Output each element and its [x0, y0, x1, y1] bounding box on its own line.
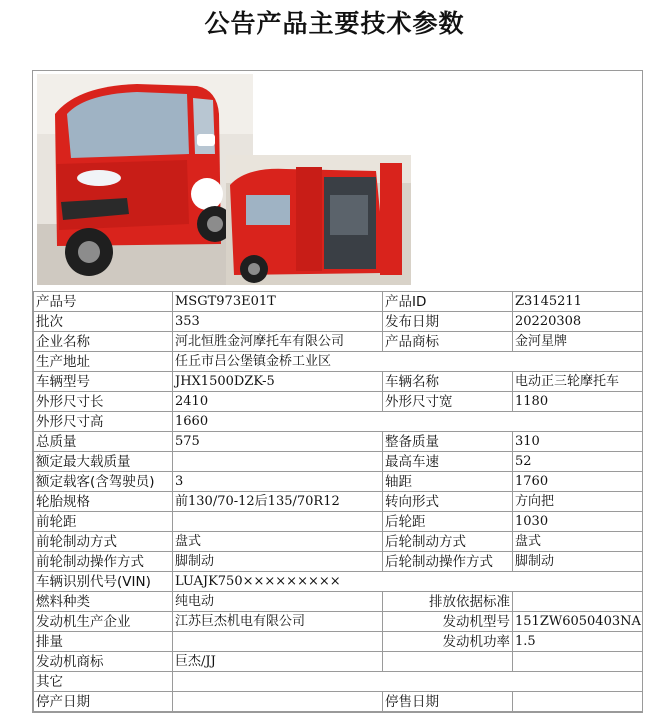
- label-gross-mass: 总质量: [34, 432, 173, 452]
- value-rear-brake: 盘式: [513, 532, 643, 552]
- table-row: [34, 532, 643, 552]
- label-front-brake: 前轮制动方式: [34, 532, 173, 552]
- label-displacement: 排量: [34, 632, 173, 652]
- label-wheelbase: 轴距: [383, 472, 513, 492]
- table-row: [34, 472, 643, 492]
- value-vehicle-name: 电动正三轮摩托车: [513, 372, 643, 392]
- value-displacement: [173, 632, 383, 652]
- value-tire-spec: 前130/70-12后135/70R12: [173, 492, 383, 512]
- value-batch: 353: [173, 312, 383, 332]
- table-row: [34, 332, 643, 352]
- value-gross-mass: 575: [173, 432, 383, 452]
- value-stop-production-date: [173, 692, 383, 712]
- label-address: 生产地址: [34, 352, 173, 372]
- label-product-no: 产品号: [34, 292, 173, 312]
- table-row: [34, 572, 643, 592]
- value-height: 1660: [173, 412, 643, 432]
- label-curb-mass: 整备质量: [383, 432, 513, 452]
- table-row: [34, 552, 643, 572]
- value-other: [173, 672, 643, 692]
- label-steering: 转向形式: [383, 492, 513, 512]
- value-engine-model: 151ZW6050403NA: [513, 612, 643, 632]
- value-rear-track: 1030: [513, 512, 643, 532]
- value-company: 河北恒胜金河摩托车有限公司: [173, 332, 383, 352]
- value-steering: 方向把: [513, 492, 643, 512]
- label-release-date: 发布日期: [383, 312, 513, 332]
- table-row: [34, 312, 643, 332]
- value-width: 1180: [513, 392, 643, 412]
- label-width: 外形尺寸宽: [383, 392, 513, 412]
- label-max-speed: 最高车速: [383, 452, 513, 472]
- table-row: [34, 292, 643, 312]
- label-tire-spec: 轮胎规格: [34, 492, 173, 512]
- label-passengers: 额定载客(含驾驶员): [34, 472, 173, 492]
- label-product-id: 产品ID: [383, 292, 513, 312]
- value-length: 2410: [173, 392, 383, 412]
- value-front-brake: 盘式: [173, 532, 383, 552]
- table-row: [34, 592, 643, 612]
- label-vehicle-model: 车辆型号: [34, 372, 173, 392]
- value-wheelbase: 1760: [513, 472, 643, 492]
- label-rear-track: 后轮距: [383, 512, 513, 532]
- label-stop-sale-date: 停售日期: [383, 692, 513, 712]
- table-row: [34, 432, 643, 452]
- value-rear-brake-op: 脚制动: [513, 552, 643, 572]
- label-emission-std: 排放依据标准: [383, 592, 513, 612]
- value-curb-mass: 310: [513, 432, 643, 452]
- table-row: [34, 652, 643, 672]
- table-row: [34, 612, 643, 632]
- value-release-date: 20220308: [513, 312, 643, 332]
- table-row: [34, 492, 643, 512]
- table-row: [34, 412, 643, 432]
- label-front-track: 前轮距: [34, 512, 173, 532]
- table-row: [34, 372, 643, 392]
- label-brand: 产品商标: [383, 332, 513, 352]
- spec-table: [33, 291, 643, 712]
- label-engine-maker: 发动机生产企业: [34, 612, 173, 632]
- page-title: 公告产品主要技术参数: [204, 9, 465, 38]
- value-front-brake-op: 脚制动: [173, 552, 383, 572]
- spec-sheet: [32, 70, 643, 713]
- value-emission-std: [513, 592, 643, 612]
- table-row: [34, 672, 643, 692]
- label-max-load: 额定最大载质量: [34, 452, 173, 472]
- table-row: [34, 452, 643, 472]
- label-engine-power: 发动机功率: [383, 632, 513, 652]
- value-front-track: [173, 512, 383, 532]
- value-engine-brand: 巨杰/JJ: [173, 652, 383, 672]
- label-length: 外形尺寸长: [34, 392, 173, 412]
- table-row: [34, 352, 643, 372]
- table-row: [34, 512, 643, 532]
- label-front-brake-op: 前轮制动操作方式: [34, 552, 173, 572]
- label-height: 外形尺寸高: [34, 412, 173, 432]
- label-stop-production-date: 停产日期: [34, 692, 173, 712]
- photo-area: [33, 71, 642, 291]
- label-engine-brand: 发动机商标: [34, 652, 173, 672]
- value-product-id: Z3145211: [513, 292, 643, 312]
- value-product-no: MSGT973E01T: [173, 292, 383, 312]
- label-rear-brake-op: 后轮制动操作方式: [383, 552, 513, 572]
- table-row: [34, 392, 643, 412]
- value-vehicle-model: JHX1500DZK-5: [173, 372, 383, 392]
- value-vin: LUAJK750×××××××××: [173, 572, 643, 592]
- value-engine-power: 1.5: [513, 632, 643, 652]
- label-rear-brake: 后轮制动方式: [383, 532, 513, 552]
- label-engine-model: 发动机型号: [383, 612, 513, 632]
- label-company: 企业名称: [34, 332, 173, 352]
- label-vin: 车辆识别代号(VIN): [34, 572, 173, 592]
- vehicle-interior-illustration: [226, 155, 411, 285]
- table-row: [34, 692, 643, 712]
- vehicle-front-illustration: [37, 74, 253, 285]
- value-brand: 金河星牌: [513, 332, 643, 352]
- value-max-speed: 52: [513, 452, 643, 472]
- label-batch: 批次: [34, 312, 173, 332]
- vehicle-interior-photo: [226, 155, 411, 285]
- value-fuel-type: 纯电动: [173, 592, 383, 612]
- table-row: [34, 632, 643, 652]
- value-max-load: [173, 452, 383, 472]
- vehicle-front-photo: [37, 74, 253, 285]
- empty-cell: [513, 652, 643, 672]
- value-address: 任丘市吕公堡镇金桥工业区: [173, 352, 643, 372]
- label-other: 其它: [34, 672, 173, 692]
- value-engine-maker: 江苏巨杰机电有限公司: [173, 612, 383, 632]
- value-stop-sale-date: [513, 692, 643, 712]
- label-fuel-type: 燃料种类: [34, 592, 173, 612]
- label-vehicle-name: 车辆名称: [383, 372, 513, 392]
- value-passengers: 3: [173, 472, 383, 492]
- empty-cell: [383, 652, 513, 672]
